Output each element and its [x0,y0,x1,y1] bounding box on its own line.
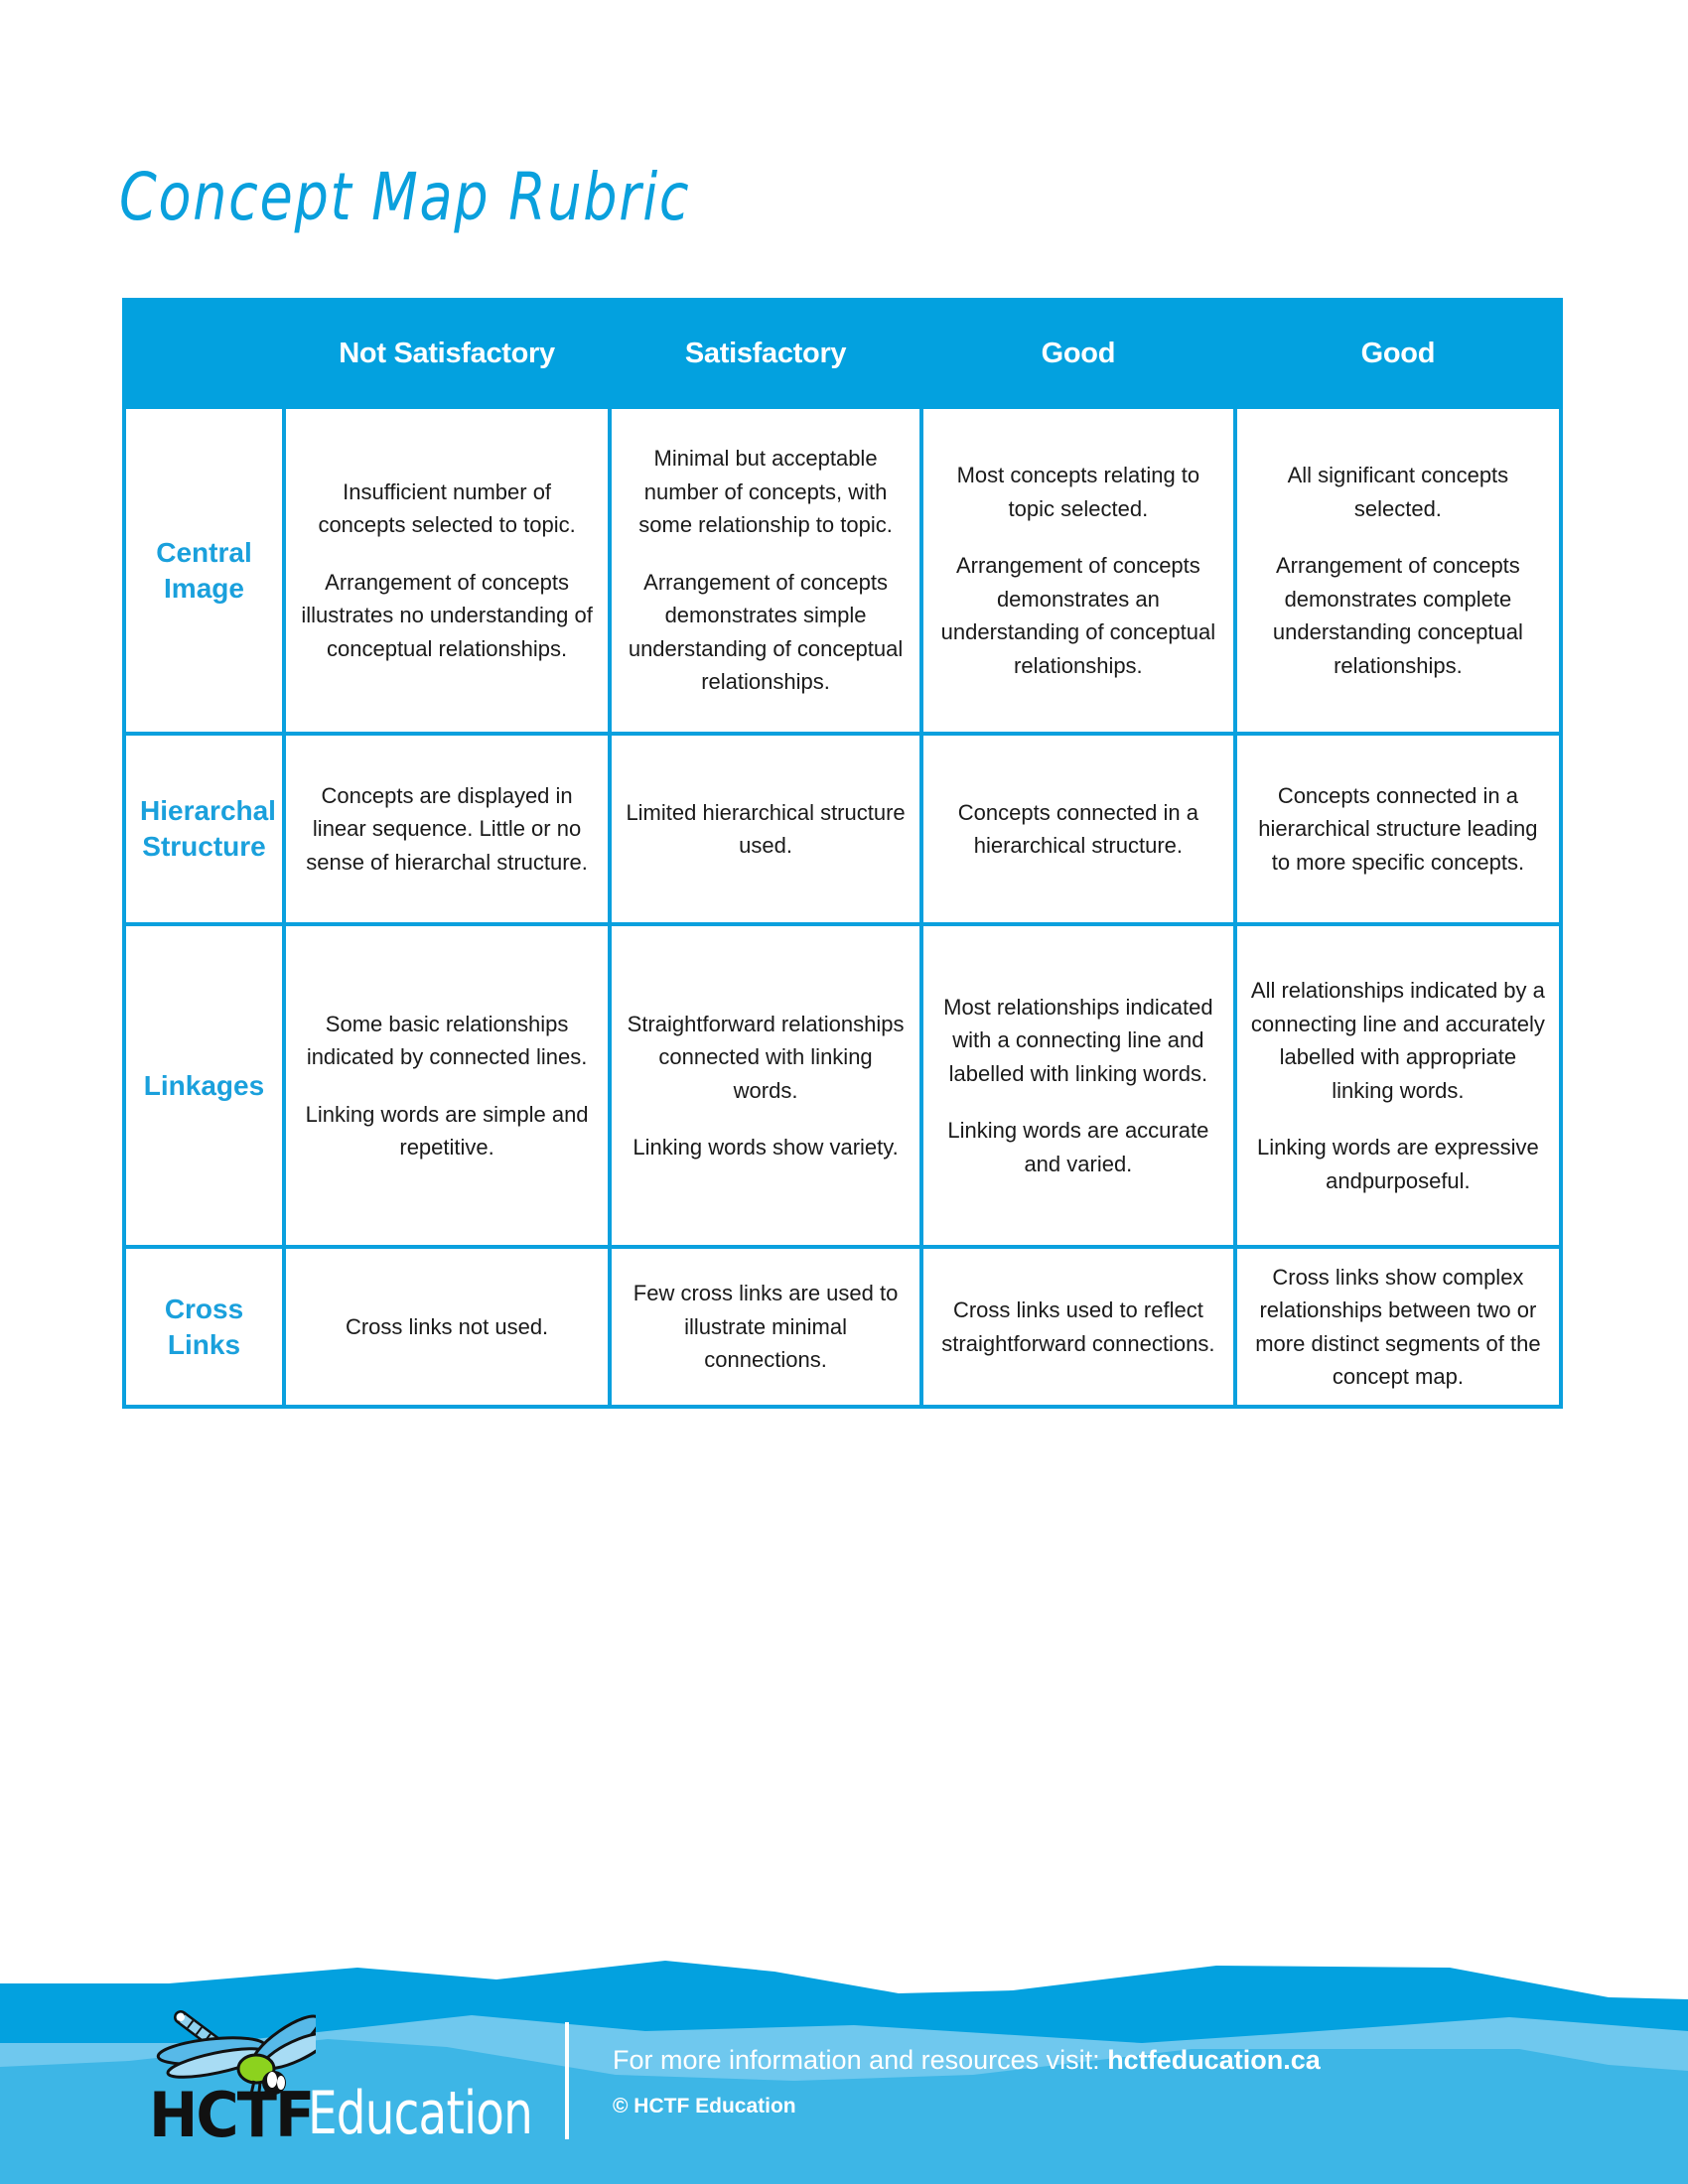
rubric-cell: Limited hierarchical structure used. [610,734,921,924]
header-good: Good [921,300,1235,407]
rubric-table [122,298,1563,1409]
table-row [124,924,1561,1247]
footer-info-text: For more information and resources visit: [613,2045,1108,2075]
header-not-satisfactory: Not Satisfactory [284,300,610,407]
header-corner [124,300,284,407]
table-row [124,1247,1561,1407]
row-label-linkages: Linkages [124,924,284,1247]
rubric-cell: Cross links used to reflect straightforward connections. [921,1247,1235,1407]
footer-info [613,2045,1321,2076]
logo-education-text: Education [308,2079,532,2148]
rubric-cell: Straightforward relationships connected with linking words. Linking words show variety. [610,924,921,1247]
table-row [124,734,1561,924]
row-label-cross-links: Cross Links [124,1247,284,1407]
logo-hctf-text: HCTF [149,2079,314,2151]
rubric-cell: Cross links not used. [284,1247,610,1407]
page-title: Concept Map Rubric [119,159,691,235]
rubric-cell: Some basic relationships indicated by connected lines. Linking words are simple and repetitive. [284,924,610,1247]
row-label-hierarchal-structure: Hierarchal Structure [124,734,284,924]
rubric-cell: All significant concepts selected. Arrangement of concepts demonstrates complete understanding conceptual relationships. [1235,407,1561,734]
row-label-central-image: Central Image [124,407,284,734]
rubric-cell: Concepts are displayed in linear sequence. Little or no sense of hierarchal structure. [284,734,610,924]
footer-divider [565,2022,569,2139]
rubric-cell: Most concepts relating to topic selected. Arrangement of concepts demonstrates an understanding of conceptual relationships. [921,407,1235,734]
table-row [124,407,1561,734]
rubric-cell: Few cross links are used to illustrate minimal connections. [610,1247,921,1407]
header-row [124,300,1561,407]
rubric-cell: Insufficient number of concepts selected to topic. Arrangement of concepts illustrates no understanding of conceptual relationships. [284,407,610,734]
footer-website-link[interactable]: hctfeducation.ca [1107,2045,1321,2075]
rubric-cell: Concepts connected in a hierarchical structure leading to more specific concepts. [1235,734,1561,924]
rubric-cell: Most relationships indicated with a connecting line and labelled with linking words. Linking words are accurate and varied. [921,924,1235,1247]
hctf-education-logo [147,2007,532,2151]
rubric-cell: Concepts connected in a hierarchical structure. [921,734,1235,924]
rubric-cell: All relationships indicated by a connecting line and accurately labelled with appropriate linking words. Linking words are expressive andpurposeful. [1235,924,1561,1247]
header-good-2: Good [1235,300,1561,407]
rubric-cell: Cross links show complex relationships between two or more distinct segments of the concept map. [1235,1247,1561,1407]
copyright-notice: © HCTF Education [613,2095,796,2117]
header-satisfactory: Satisfactory [610,300,921,407]
rubric-cell: Minimal but acceptable number of concepts, with some relationship to topic. Arrangement of concepts demonstrates simple understanding of conceptual relationships. [610,407,921,734]
